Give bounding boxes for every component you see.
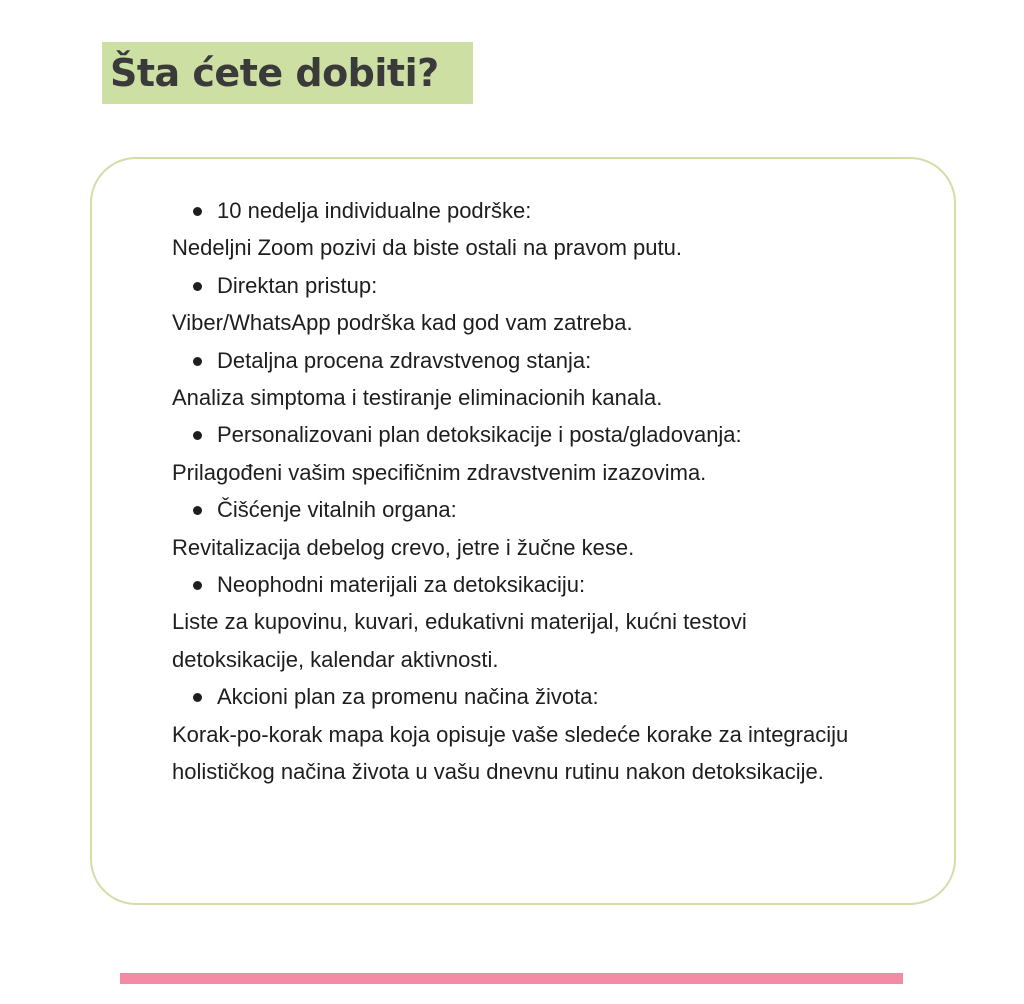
list-item-heading bbox=[172, 192, 912, 229]
list-item-heading bbox=[172, 678, 912, 715]
list-item-heading bbox=[172, 342, 912, 379]
item-description: Revitalizacija debelog crevo, jetre i žučne kese. bbox=[172, 534, 635, 560]
bullet-icon bbox=[193, 693, 202, 702]
item-heading: 10 nedelja individualne podrške: bbox=[217, 198, 532, 223]
item-heading: Detaljna procena zdravstvenog stanja: bbox=[217, 347, 592, 373]
bullet-icon bbox=[193, 431, 202, 440]
item-heading: Direktan pristup: bbox=[217, 272, 378, 298]
item-heading: Čišćenje vitalnih organa: bbox=[217, 497, 457, 523]
bullet-icon bbox=[193, 506, 202, 515]
item-description: Viber/WhatsApp podrška kad god vam zatreba. bbox=[172, 310, 633, 336]
item-description: Nedeljni Zoom pozivi da biste ostali na pravom putu. bbox=[172, 235, 682, 261]
bullet-icon bbox=[193, 282, 202, 291]
item-description: Korak-po-korak mapa koja opisuje vaše sledeće korake za integraciju holističkog načina života u vašu dnevnu rutinu nakon detoksikacije. bbox=[172, 721, 849, 785]
page-title: Šta ćete dobiti? bbox=[110, 51, 439, 95]
list-item-heading bbox=[172, 491, 912, 528]
title-highlight bbox=[102, 42, 473, 104]
list-item-heading bbox=[172, 267, 912, 304]
bullet-icon bbox=[193, 357, 202, 366]
bullet-icon bbox=[193, 207, 202, 216]
divider-bar bbox=[120, 973, 903, 984]
list-item-heading bbox=[172, 416, 912, 453]
bullet-icon bbox=[193, 581, 202, 590]
item-heading: Personalizovani plan detoksikacije i posta/gladovanja: bbox=[217, 422, 742, 448]
item-description: Liste za kupovinu, kuvari, edukativni materijal, kućni testovi detoksikacije, kalendar aktivnosti. bbox=[172, 609, 747, 672]
benefits-list bbox=[172, 192, 912, 791]
item-heading: Akcioni plan za promenu načina života: bbox=[217, 684, 599, 710]
item-description: Prilagođeni vašim specifičnim zdravstvenim izazovima. bbox=[172, 459, 707, 485]
item-description: Analiza simptoma i testiranje eliminacionih kanala. bbox=[172, 385, 663, 411]
list-item-heading bbox=[172, 566, 912, 603]
item-heading: Neophodni materijali za detoksikaciju: bbox=[217, 572, 586, 598]
